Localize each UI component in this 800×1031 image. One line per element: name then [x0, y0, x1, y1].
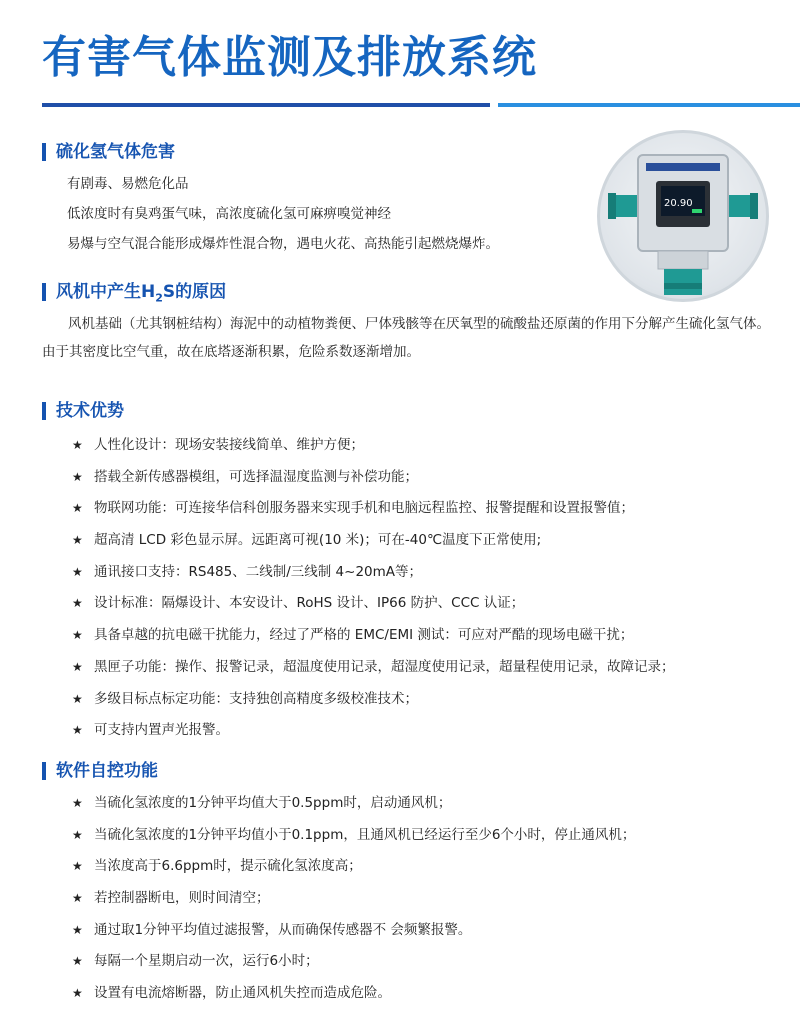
list-item — [72, 920, 635, 952]
list-item — [72, 689, 675, 721]
star-icon: ★ — [72, 796, 83, 810]
list-item-text: 具备卓越的抗电磁干扰能力，经过了严格的 EMC/EMI 测试：可应对严酷的现场电磁干扰； — [94, 627, 634, 644]
star-icon: ★ — [72, 723, 83, 738]
star-icon: ★ — [72, 438, 83, 452]
hazard-line-2: 低浓度时有臭鸡蛋气味，高浓度硫化氢可麻痹嗅觉神经 — [67, 206, 391, 222]
list-item — [72, 562, 675, 594]
gas-detector-image — [597, 130, 769, 302]
star-icon: ★ — [72, 564, 83, 579]
star-icon: ★ — [72, 596, 83, 611]
cause-paragraph: 风机基础（尤其钢桩结构）海泥中的动植物粪便、尸体残骸等在厌氧型的硫酸盐还原菌的作用下分解产生硫化氢气体。由于其密度比空气重，故在底塔逐渐积累，危险系数逐渐增加。 — [42, 316, 770, 360]
list-item — [72, 793, 635, 825]
section-heading-advantages: 技术优势 — [42, 402, 124, 420]
advantages-list — [72, 435, 675, 752]
list-item — [72, 856, 635, 888]
list-item-text: 设置有电流熔断器，防止通风机失控而造成危险。 — [94, 985, 391, 1002]
star-icon: ★ — [72, 501, 83, 516]
section-heading-hazard: 硫化氢气体危害 — [42, 143, 175, 161]
list-item — [72, 951, 635, 983]
list-item — [72, 593, 675, 625]
list-item — [72, 435, 675, 467]
star-icon: ★ — [72, 922, 83, 937]
list-item-text: 物联网功能：可连接华信科创服务器来实现手机和电脑远程监控、报警提醒和设置报警值； — [94, 500, 634, 517]
list-item-text: 人性化设计：现场安装接线简单、维护方便； — [94, 437, 364, 453]
list-item-text: 当浓度高于6.6ppm时，提示硫化氢浓度高； — [94, 858, 362, 875]
cause-heading-subscript: 2 — [155, 291, 163, 305]
list-item-text: 超高清 LCD 彩色显示屏。远距离可视(10 米)；可在-40℃温度下正常使用; — [94, 532, 542, 549]
star-icon: ★ — [72, 691, 83, 706]
gas-detector-icon — [600, 133, 766, 299]
list-item — [72, 888, 635, 920]
list-item-text: 每隔一个星期启动一次，运行6小时； — [94, 953, 319, 970]
list-item — [72, 983, 635, 1015]
cause-heading-prefix: 风机中产生H — [56, 282, 156, 302]
star-icon: ★ — [72, 628, 83, 643]
star-icon: ★ — [72, 859, 83, 874]
list-item-text: 搭载全新传感器模组，可选择温湿度监测与补偿功能； — [94, 468, 418, 485]
list-item-text: 若控制器断电，则时间清空； — [94, 890, 270, 907]
list-item-text: 多级目标点标定功能：支持独创高精度多级校准技术； — [94, 690, 418, 707]
list-item — [72, 467, 675, 499]
star-icon: ★ — [72, 954, 83, 969]
title-underline-dark — [42, 103, 490, 107]
device-display-text: 20.90 — [664, 198, 693, 209]
section-heading-control: 软件自控功能 — [42, 762, 158, 780]
list-item-text: 当硫化氢浓度的1分钟平均值大于0.5ppm时，启动通风机； — [94, 795, 452, 811]
star-icon: ★ — [72, 986, 83, 1001]
star-icon: ★ — [72, 469, 83, 484]
list-item — [72, 825, 635, 857]
list-item-text: 设计标准：隔爆设计、本安设计、RoHS 设计、IP66 防护、CCC 认证； — [94, 595, 525, 612]
section-heading-cause — [42, 282, 227, 305]
star-icon: ★ — [72, 659, 83, 674]
list-item — [72, 498, 675, 530]
star-icon: ★ — [72, 891, 83, 906]
list-item-text: 当硫化氢浓度的1分钟平均值小于0.1ppm，且通风机已经运行至少6个小时，停止通风机； — [94, 826, 636, 843]
list-item-text: 通过取1分钟平均值过滤报警，从而确保传感器不 会频繁报警。 — [94, 921, 472, 938]
page-title: 有害气体监测及排放系统 — [42, 32, 537, 83]
list-item-text: 通讯接口支持：RS485、二线制/三线制 4~20mA等； — [94, 563, 423, 580]
hazard-line-1: 有剧毒、易燃危化品 — [67, 176, 189, 192]
hazard-line-3: 易爆与空气混合能形成爆炸性混合物，遇电火花、高热能引起燃烧爆炸。 — [67, 236, 499, 252]
title-underline-light — [498, 103, 800, 107]
star-icon: ★ — [72, 533, 83, 548]
list-item — [72, 530, 675, 562]
list-item — [72, 625, 675, 657]
list-item-text: 可支持内置声光报警。 — [94, 722, 229, 739]
cause-heading-suffix: S的原因 — [162, 282, 227, 302]
control-list — [72, 793, 635, 1015]
list-item-text: 黑匣子功能：操作、报警记录，超温度使用记录，超湿度使用记录，超量程使用记录，故障记录； — [94, 658, 675, 675]
star-icon: ★ — [72, 827, 83, 842]
list-item — [72, 720, 675, 752]
list-item — [72, 657, 675, 689]
